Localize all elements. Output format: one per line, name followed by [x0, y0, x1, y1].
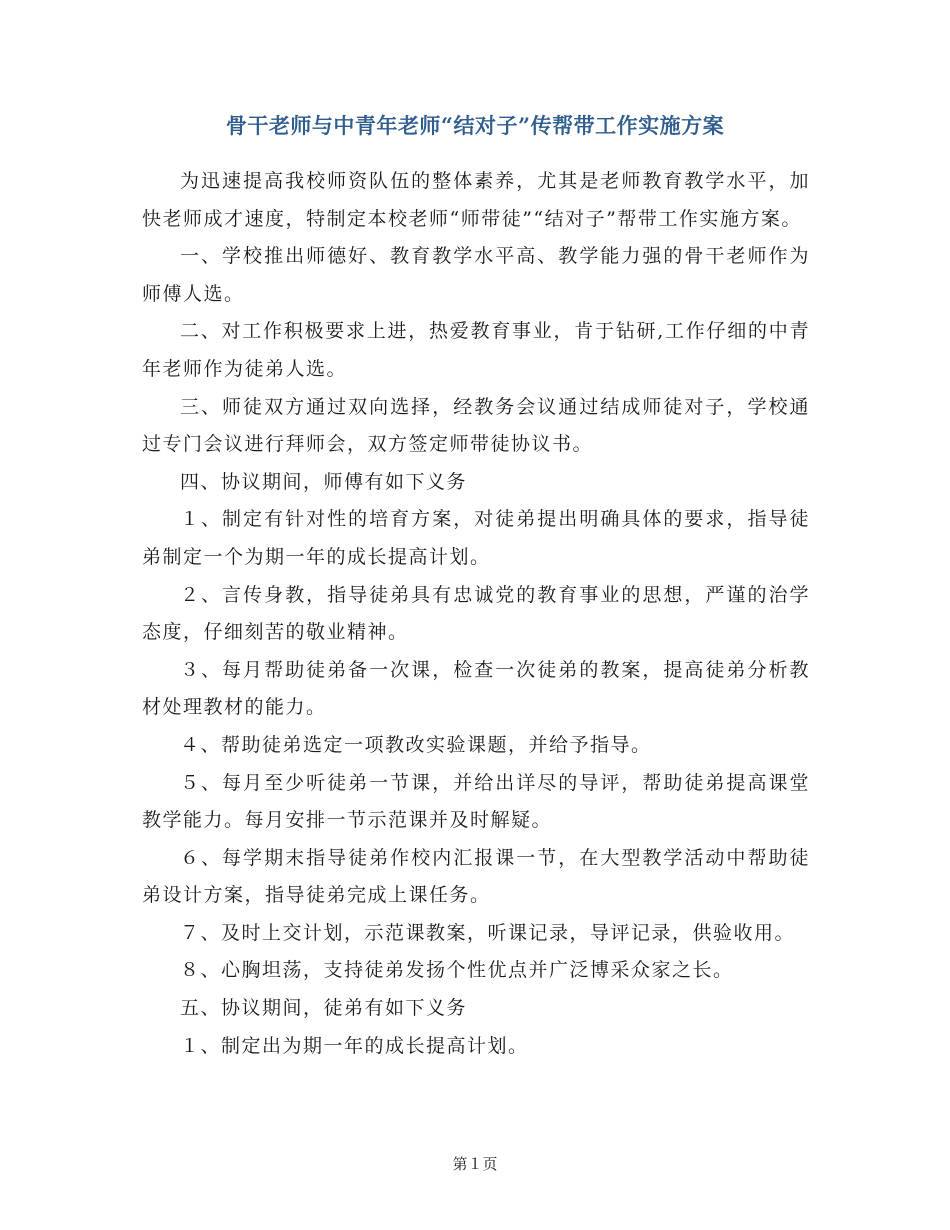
paragraph-mentor-duty-8: ８、心胸坦荡，支持徒弟发扬个性优点并广泛博采众家之长。 — [180, 959, 734, 982]
paragraph-section-1: 一、学校推出师德好、教育教学水平高、教学能力强的骨干老师作为师傅人选。 — [142, 245, 810, 305]
paragraph-mentor-duty-1: １、制定有针对性的培育方案，对徒弟提出明确具体的要求，指导徒弟制定一个为期一年的成长提高计划。 — [142, 508, 810, 568]
paragraph-section-3: 三、师徒双方通过双向选择，经教务会议通过结成师徒对子，学校通过专门会议进行拜师会，双方签定师带徒协议书。 — [142, 395, 810, 456]
document-title: 骨干老师与中青年老师“结对子”传帮带工作实施方案 — [225, 113, 725, 138]
paragraph-intro: 为迅速提高我校师资队伍的整体素养，尤其是老师教育教学水平，加快老师成才速度，特制定本校老师“师带徒”“结对子”帮带工作实施方案。 — [142, 170, 810, 230]
paragraph-mentor-duty-5: ５、每月至少听徒弟一节课，并给出详尽的导评，帮助徒弟提高课堂教学能力。每月安排一节示范课并及时解疑。 — [142, 771, 810, 832]
paragraph-mentor-duty-4: ４、帮助徒弟选定一项教改实验课题，并给予指导。 — [180, 733, 652, 756]
paragraph-section-2: 二、对工作积极要求上进，热爱教育事业，肯于钻研,工作仔细的中青年老师作为徒弟人选。 — [142, 320, 810, 380]
document-body — [142, 163, 810, 1065]
paragraph-mentor-duty-2: ２、言传身教，指导徒弟具有忠诚党的教育事业的思想，严谨的治学态度，仔细刻苦的敬业精神。 — [142, 583, 810, 644]
page-number: 第１页 — [452, 1155, 498, 1173]
paragraph-mentor-duty-6: ６、每学期末指导徒弟作校内汇报课一节，在大型教学活动中帮助徒弟设计方案，指导徒弟完成上课任务。 — [142, 846, 810, 907]
paragraph-mentor-duty-7: ７、及时上交计划，示范课教案，听课记录，导评记录，供验收用。 — [180, 921, 796, 944]
paragraph-section-5-heading: 五、协议期间，徒弟有如下义务 — [180, 997, 468, 1020]
paragraph-section-4-heading: 四、协议期间，师傅有如下义务 — [180, 470, 468, 493]
paragraph-mentor-duty-3: ３、每月帮助徒弟备一次课，检查一次徒弟的教案，提高徒弟分析教材处理教材的能力。 — [142, 658, 810, 719]
paragraph-apprentice-duty-1: １、制定出为期一年的成长提高计划。 — [180, 1034, 529, 1057]
